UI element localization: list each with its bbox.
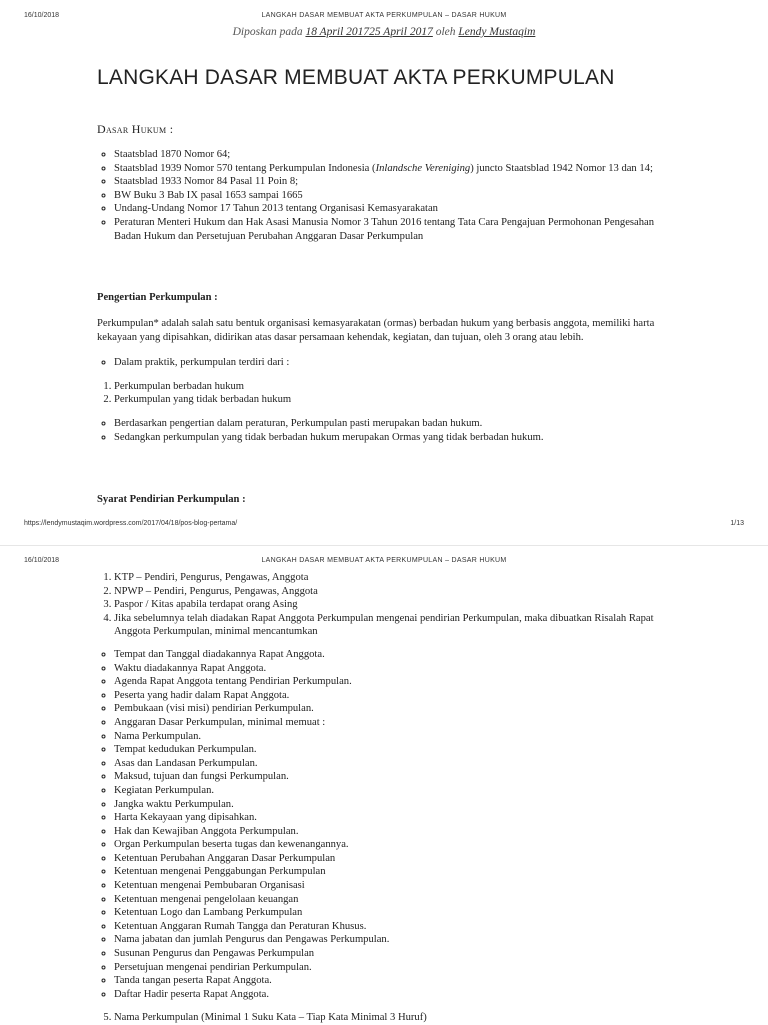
list-item: ◦ Nama Perkumpulan.	[114, 730, 672, 744]
list-item: ◦ Pembukaan (visi misi) pendirian Perkumpulan.	[114, 702, 672, 716]
dasar-hukum-heading: Dasar Hukum :	[97, 122, 174, 136]
print-url: https://lendymustaqim.wordpress.com/2017/04/18/pos-blog-pertama/	[24, 520, 238, 527]
list-item: 5. Nama Perkumpulan (Minimal 1 Suku Kata – Tiap Kata Minimal 3 Huruf)	[114, 1011, 672, 1025]
author-link[interactable]: Lendy Mustaqim	[458, 26, 536, 38]
list-item	[114, 216, 672, 243]
list-item: ◦ Ketentuan mengenai Penggabungan Perkumpulan	[114, 865, 672, 879]
perkumpulan-types-list	[97, 380, 672, 407]
page-number: 1/13	[730, 520, 744, 527]
list-item-italic: Inlandsche Vereniging	[375, 162, 471, 174]
list-item	[114, 202, 672, 216]
list-item: ◦ Ketentuan Anggaran Rumah Tangga dan Peraturan Khusus.	[114, 920, 672, 934]
list-item: ◦ Hak dan Kewajiban Anggota Perkumpulan.	[114, 825, 672, 839]
list-item: ◦ Dalam praktik, perkumpulan terdiri dari :	[114, 356, 672, 370]
list-item-text: Undang-Undang Nomor 17 Tahun 2013 tentang Organisasi Kemasyarakatan	[114, 203, 438, 215]
requirements-list	[97, 571, 672, 639]
list-item	[114, 175, 672, 189]
list-item: 1. Perkumpulan berbadan hukum	[114, 380, 672, 394]
print-date: 16/10/2018	[24, 557, 60, 564]
pengertian-heading: Pengertian Perkumpulan :	[97, 292, 218, 303]
list-item: 3. Paspor / Kitas apabila terdapat orang Asing	[114, 598, 672, 612]
list-item: ◦ Ketentuan Logo dan Lambang Perkumpulan	[114, 906, 672, 920]
list-item: ◦ Tanda tangan peserta Rapat Anggota.	[114, 974, 672, 988]
list-item: 1. KTP – Pendiri, Pengurus, Pengawas, Anggota	[114, 571, 672, 585]
list-item: ◦ Tempat kedudukan Perkumpulan.	[114, 743, 672, 757]
post-meta	[0, 26, 768, 38]
list-item: ◦ Susunan Pengurus dan Pengawas Perkumpulan	[114, 947, 672, 961]
page-divider	[0, 545, 768, 546]
list-item: ◦ Asas dan Landasan Perkumpulan.	[114, 757, 672, 771]
list-item	[114, 162, 672, 176]
list-item: 2. NPWP – Pendiri, Pengurus, Pengawas, Anggota	[114, 585, 672, 599]
list-item: ◦ Anggaran Dasar Perkumpulan, minimal memuat :	[114, 716, 672, 730]
list-item	[114, 189, 672, 203]
list-item: ◦ Persetujuan mengenai pendirian Perkumpulan.	[114, 961, 672, 975]
list-item: ◦ Harta Kekayaan yang dipisahkan.	[114, 811, 672, 825]
dasar-hukum-list	[97, 148, 672, 243]
list-item: 2. Perkumpulan yang tidak berbadan hukum	[114, 393, 672, 407]
list-item: ◦ Peserta yang hadir dalam Rapat Anggota.	[114, 689, 672, 703]
list-item: ◦ Organ Perkumpulan beserta tugas dan kewenangannya.	[114, 838, 672, 852]
pengertian-intro-list	[97, 356, 672, 370]
print-title: LANGKAH DASAR MEMBUAT AKTA PERKUMPULAN – DASAR HUKUM	[261, 557, 507, 564]
list-item: ◦ Maksud, tujuan dan fungsi Perkumpulan.	[114, 770, 672, 784]
list-item-text: Staatsblad 1939 Nomor 570 tentang Perkumpulan Indonesia (	[114, 162, 376, 174]
list-item: ◦ Ketentuan mengenai pengelolaan keuangan	[114, 893, 672, 907]
list-item: ◦ Agenda Rapat Anggota tentang Pendirian Perkumpulan.	[114, 675, 672, 689]
pengertian-section	[97, 317, 672, 444]
list-item	[114, 148, 672, 162]
print-date: 16/10/2018	[24, 12, 60, 19]
risalah-list	[97, 648, 672, 1001]
list-item: ◦ Tempat dan Tanggal diadakannya Rapat Anggota.	[114, 648, 672, 662]
post-date-link[interactable]: 18 April 201725 April 2017	[305, 26, 433, 38]
list-item-text: Peraturan Menteri Hukum dan Hak Asasi Manusia Nomor 3 Tahun 2016 tentang Tata Cara Pengajuan Permohonan Pengesahan Badan Hukum dan Persetujuan Perubahan Anggaran Dasar Perkumpulan	[114, 216, 655, 242]
list-item: ◦ Kegiatan Perkumpulan.	[114, 784, 672, 798]
article-title: LANGKAH DASAR MEMBUAT AKTA PERKUMPULAN	[97, 66, 615, 89]
list-item: ◦ Nama jabatan dan jumlah Pengurus dan Pengawas Perkumpulan.	[114, 933, 672, 947]
list-item-text: Staatsblad 1870 Nomor 64;	[114, 149, 231, 160]
list-item: ◦ Jangka waktu Perkumpulan.	[114, 798, 672, 812]
syarat-heading: Syarat Pendirian Perkumpulan :	[97, 494, 246, 505]
list-item: ◦ Berdasarkan pengertian dalam peraturan, Perkumpulan pasti merupakan badan hukum.	[114, 417, 672, 431]
list-item: ◦ Waktu diadakannya Rapat Anggota.	[114, 662, 672, 676]
list-item-text: ) juncto Staatsblad 1942 Nomor 13 dan 14;	[470, 162, 653, 174]
list-item: ◦ Ketentuan Perubahan Anggaran Dasar Perkumpulan	[114, 852, 672, 866]
dasar-hukum-section	[97, 148, 672, 243]
print-title: LANGKAH DASAR MEMBUAT AKTA PERKUMPULAN – DASAR HUKUM	[261, 12, 507, 19]
pengertian-notes-list	[97, 417, 672, 444]
list-item: ◦ Ketentuan mengenai Pembubaran Organisasi	[114, 879, 672, 893]
list-item-text: Staatsblad 1933 Nomor 84 Pasal 11 Poin 8;	[114, 176, 299, 188]
pengertian-paragraph: Perkumpulan* adalah salah satu bentuk organisasi kemasyarakatan (ormas) berbadan hukum yang berbasis anggota, memiliki harta kekayaan yang dipisahkan, didirikan atas dasar persamaan kehendak, kegiatan, dan tujuan, oleh 3 orang atau lebih.	[97, 318, 655, 343]
list-item: ◦ Daftar Hadir peserta Rapat Anggota.	[114, 988, 672, 1002]
list-item: 4. Jika sebelumnya telah diadakan Rapat Anggota Perkumpulan mengenai pendirian Perkumpulan, maka dibuatkan Risalah Rapat Anggota Perkumpulan, minimal mencantumkan	[114, 612, 672, 639]
list-item: ◦ Sedangkan perkumpulan yang tidak berbadan hukum merupakan Ormas yang tidak berbadan hukum.	[114, 431, 672, 445]
syarat-section	[97, 571, 672, 1025]
post-meta-by: oleh	[432, 26, 459, 38]
list-item-text: BW Buku 3 Bab IX pasal 1653 sampai 1665	[114, 189, 303, 201]
post-meta-prefix: Diposkan pada	[232, 26, 306, 38]
requirements-list-continued	[97, 1011, 672, 1025]
